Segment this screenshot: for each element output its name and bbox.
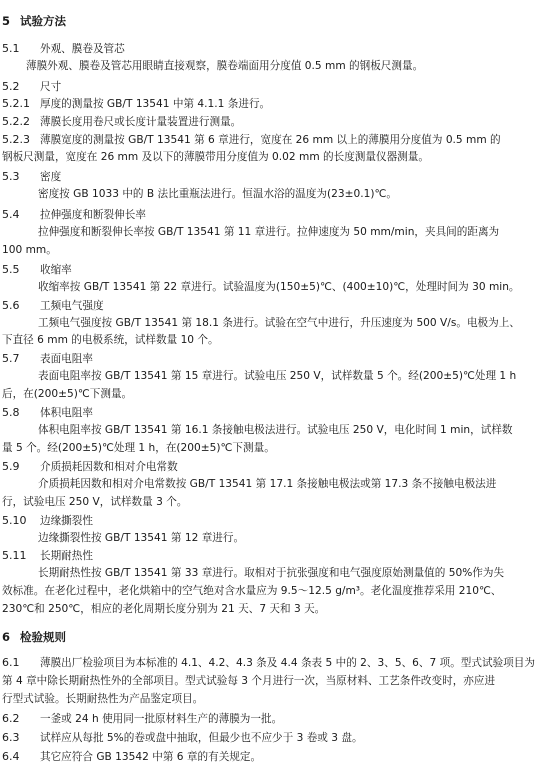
clause-number: 6.4 bbox=[2, 750, 20, 763]
clause-5-3-text: 密度按 GB 1033 中的 B 法比重瓶法进行。恒温水浴的温度为(23±0.1)℃。 bbox=[38, 188, 397, 200]
clause-5-11-text-line-1: 长期耐热性按 GB/T 13541 第 33 章进行。取相对于抗张强度和电气强度原始测量值的 50%作为失 bbox=[38, 567, 505, 579]
clause-5-11-text-line-2: 效标准。在老化过程中，老化烘箱中的空气绝对含水量应为 9.5～12.5 g/m³。老化温度推荐采用 210℃、 bbox=[2, 585, 502, 597]
clause-5-10-text: 边缘撕裂性按 GB/T 13541 第 12 章进行。 bbox=[38, 532, 245, 544]
clause-6-1 bbox=[2, 656, 535, 670]
clause-title: 表面电阻率 bbox=[40, 353, 93, 365]
clause-title: 外观、膜卷及管芯 bbox=[40, 43, 125, 55]
clause-title: 工频电气强度 bbox=[40, 300, 104, 312]
clause-5-10-heading bbox=[2, 514, 93, 528]
clause-6-4 bbox=[2, 750, 261, 764]
clause-number: 5.10 bbox=[2, 514, 27, 527]
clause-number: 5.6 bbox=[2, 299, 20, 312]
section-number: 5 bbox=[2, 14, 11, 28]
clause-5-7-heading bbox=[2, 352, 93, 366]
section-5-heading bbox=[2, 14, 66, 28]
section-title: 试验方法 bbox=[20, 14, 67, 28]
clause-title: 密度 bbox=[40, 171, 62, 183]
clause-5-6-text-line-2: 下直径 6 mm 的电极系统，试样数量 10 个。 bbox=[2, 334, 219, 346]
clause-5-4-heading bbox=[2, 208, 146, 222]
clause-5-6-heading bbox=[2, 299, 104, 313]
clause-5-9-text-line-2: 行，试验电压 250 V，试样数量 3 个。 bbox=[2, 496, 188, 508]
clause-6-3 bbox=[2, 731, 363, 745]
clause-number: 5.4 bbox=[2, 208, 20, 221]
clause-5-3-heading bbox=[2, 170, 61, 184]
clause-5-4-text-line-1: 拉伸强度和断裂伸长率按 GB/T 13541 第 11 章进行。拉伸速度为 50 mm/min，夹具间的距离为 bbox=[38, 226, 500, 238]
clause-5-6-text-line-1: 工频电气强度按 GB/T 13541 第 18.1 条进行。试验在空气中进行，升压速度为 500 V/s。电极为上、 bbox=[38, 317, 520, 329]
clause-title: 边缘撕裂性 bbox=[40, 515, 93, 527]
clause-title: 拉伸强度和断裂伸长率 bbox=[40, 209, 146, 221]
clause-6-2 bbox=[2, 712, 282, 726]
clause-5-9-heading bbox=[2, 460, 178, 474]
clause-number: 5.2.1 bbox=[2, 97, 30, 110]
clause-number: 5.7 bbox=[2, 352, 20, 365]
clause-5-8-heading bbox=[2, 406, 93, 420]
clause-5-8-text-line-2: 量 5 个。经(200±5)℃处理 1 h，在(200±5)℃下测量。 bbox=[2, 442, 275, 454]
clause-number: 5.11 bbox=[2, 549, 27, 562]
clause-5-7-text-line-1: 表面电阻率按 GB/T 13541 第 15 章进行。试验电压 250 V，试样数量 5 个。经(200±5)℃处理 1 h bbox=[38, 370, 517, 382]
clause-5-1-heading bbox=[2, 42, 125, 56]
clause-5-1-text: 薄膜外观、膜卷及管芯用眼睛直接观察，膜卷端面用分度值 0.5 mm 的钢板尺测量。 bbox=[26, 60, 424, 72]
clause-number: 5.9 bbox=[2, 460, 20, 473]
clause-number: 5.2.3 bbox=[2, 133, 30, 146]
clause-5-2-2 bbox=[2, 115, 241, 129]
clause-5-7-text-line-2: 后，在(200±5)℃下测量。 bbox=[2, 388, 133, 400]
clause-5-2-heading bbox=[2, 80, 61, 94]
clause-title: 介质损耗因数和相对介电常数 bbox=[40, 461, 178, 473]
clause-title: 体积电阻率 bbox=[40, 407, 93, 419]
section-6-heading bbox=[2, 630, 66, 644]
section-number: 6 bbox=[2, 630, 11, 644]
clause-number: 6.3 bbox=[2, 731, 20, 744]
clause-text-line-1: 薄膜出厂检验项目为本标准的 4.1、4.2、4.3 条及 4.4 条表 5 中的 2、3、5、6、7 项。型式试验项目为 bbox=[40, 657, 535, 669]
clause-number: 5.1 bbox=[2, 42, 20, 55]
clause-text: 厚度的测量按 GB/T 13541 中第 4.1.1 条进行。 bbox=[40, 98, 271, 110]
clause-text-line-1: 薄膜宽度的测量按 GB/T 13541 第 6 章进行，宽度在 26 mm 以上的薄膜用分度值为 0.5 mm 的 bbox=[40, 134, 501, 146]
clause-5-2-1 bbox=[2, 97, 270, 111]
clause-title: 收缩率 bbox=[40, 264, 72, 276]
clause-5-2-3-text-line-2: 钢板尺测量，宽度在 26 mm 及以下的薄膜带用分度值为 0.02 mm 的长度测量仪器测量。 bbox=[2, 151, 429, 163]
clause-number: 6.2 bbox=[2, 712, 20, 725]
clause-5-4-text-line-2: 100 mm。 bbox=[2, 244, 57, 256]
clause-text: 其它应符合 GB 13542 中第 6 章的有关规定。 bbox=[40, 751, 262, 763]
clause-number: 5.3 bbox=[2, 170, 20, 183]
clause-title: 尺寸 bbox=[40, 81, 62, 93]
clause-number: 5.8 bbox=[2, 406, 20, 419]
clause-5-11-text-line-3: 230℃和 250℃，相应的老化周期长度分别为 21 天、7 天和 3 天。 bbox=[2, 603, 326, 615]
clause-number: 5.2.2 bbox=[2, 115, 30, 128]
clause-5-11-heading bbox=[2, 549, 93, 563]
clause-6-1-text-line-2: 第 4 章中除长期耐热性外的全部项目。型式试验每 3 个月进行一次，当原材料、工艺条件改变时，亦应进 bbox=[2, 675, 496, 687]
clause-number: 5.2 bbox=[2, 80, 20, 93]
clause-5-5-heading bbox=[2, 263, 72, 277]
clause-5-2-3 bbox=[2, 133, 550, 147]
clause-text: 薄膜长度用卷尺或长度计量装置进行测量。 bbox=[40, 116, 242, 128]
clause-number: 5.5 bbox=[2, 263, 20, 276]
clause-5-5-text: 收缩率按 GB/T 13541 第 22 章进行。试验温度为(150±5)℃、(400±10)℃，处理时间为 30 min。 bbox=[38, 281, 520, 293]
clause-text: 一釜或 24 h 使用同一批原材料生产的薄膜为一批。 bbox=[40, 713, 283, 725]
clause-5-8-text-line-1: 体积电阻率按 GB/T 13541 第 16.1 条接触电极法进行。试验电压 250 V，电化时间 1 min，试样数 bbox=[38, 424, 513, 436]
clause-text: 试样应从每批 5%的卷或盘中抽取，但最少也不应少于 3 卷或 3 盘。 bbox=[40, 732, 363, 744]
clause-6-1-text-line-3: 行型式试验。长期耐热性为产品鉴定项目。 bbox=[2, 693, 204, 705]
clause-title: 长期耐热性 bbox=[40, 550, 93, 562]
clause-number: 6.1 bbox=[2, 656, 20, 669]
clause-5-9-text-line-1: 介质损耗因数和相对介电常数按 GB/T 13541 第 17.1 条接触电极法或第 17.3 条不接触电极法进 bbox=[38, 478, 497, 490]
section-title: 检验规则 bbox=[20, 630, 67, 644]
